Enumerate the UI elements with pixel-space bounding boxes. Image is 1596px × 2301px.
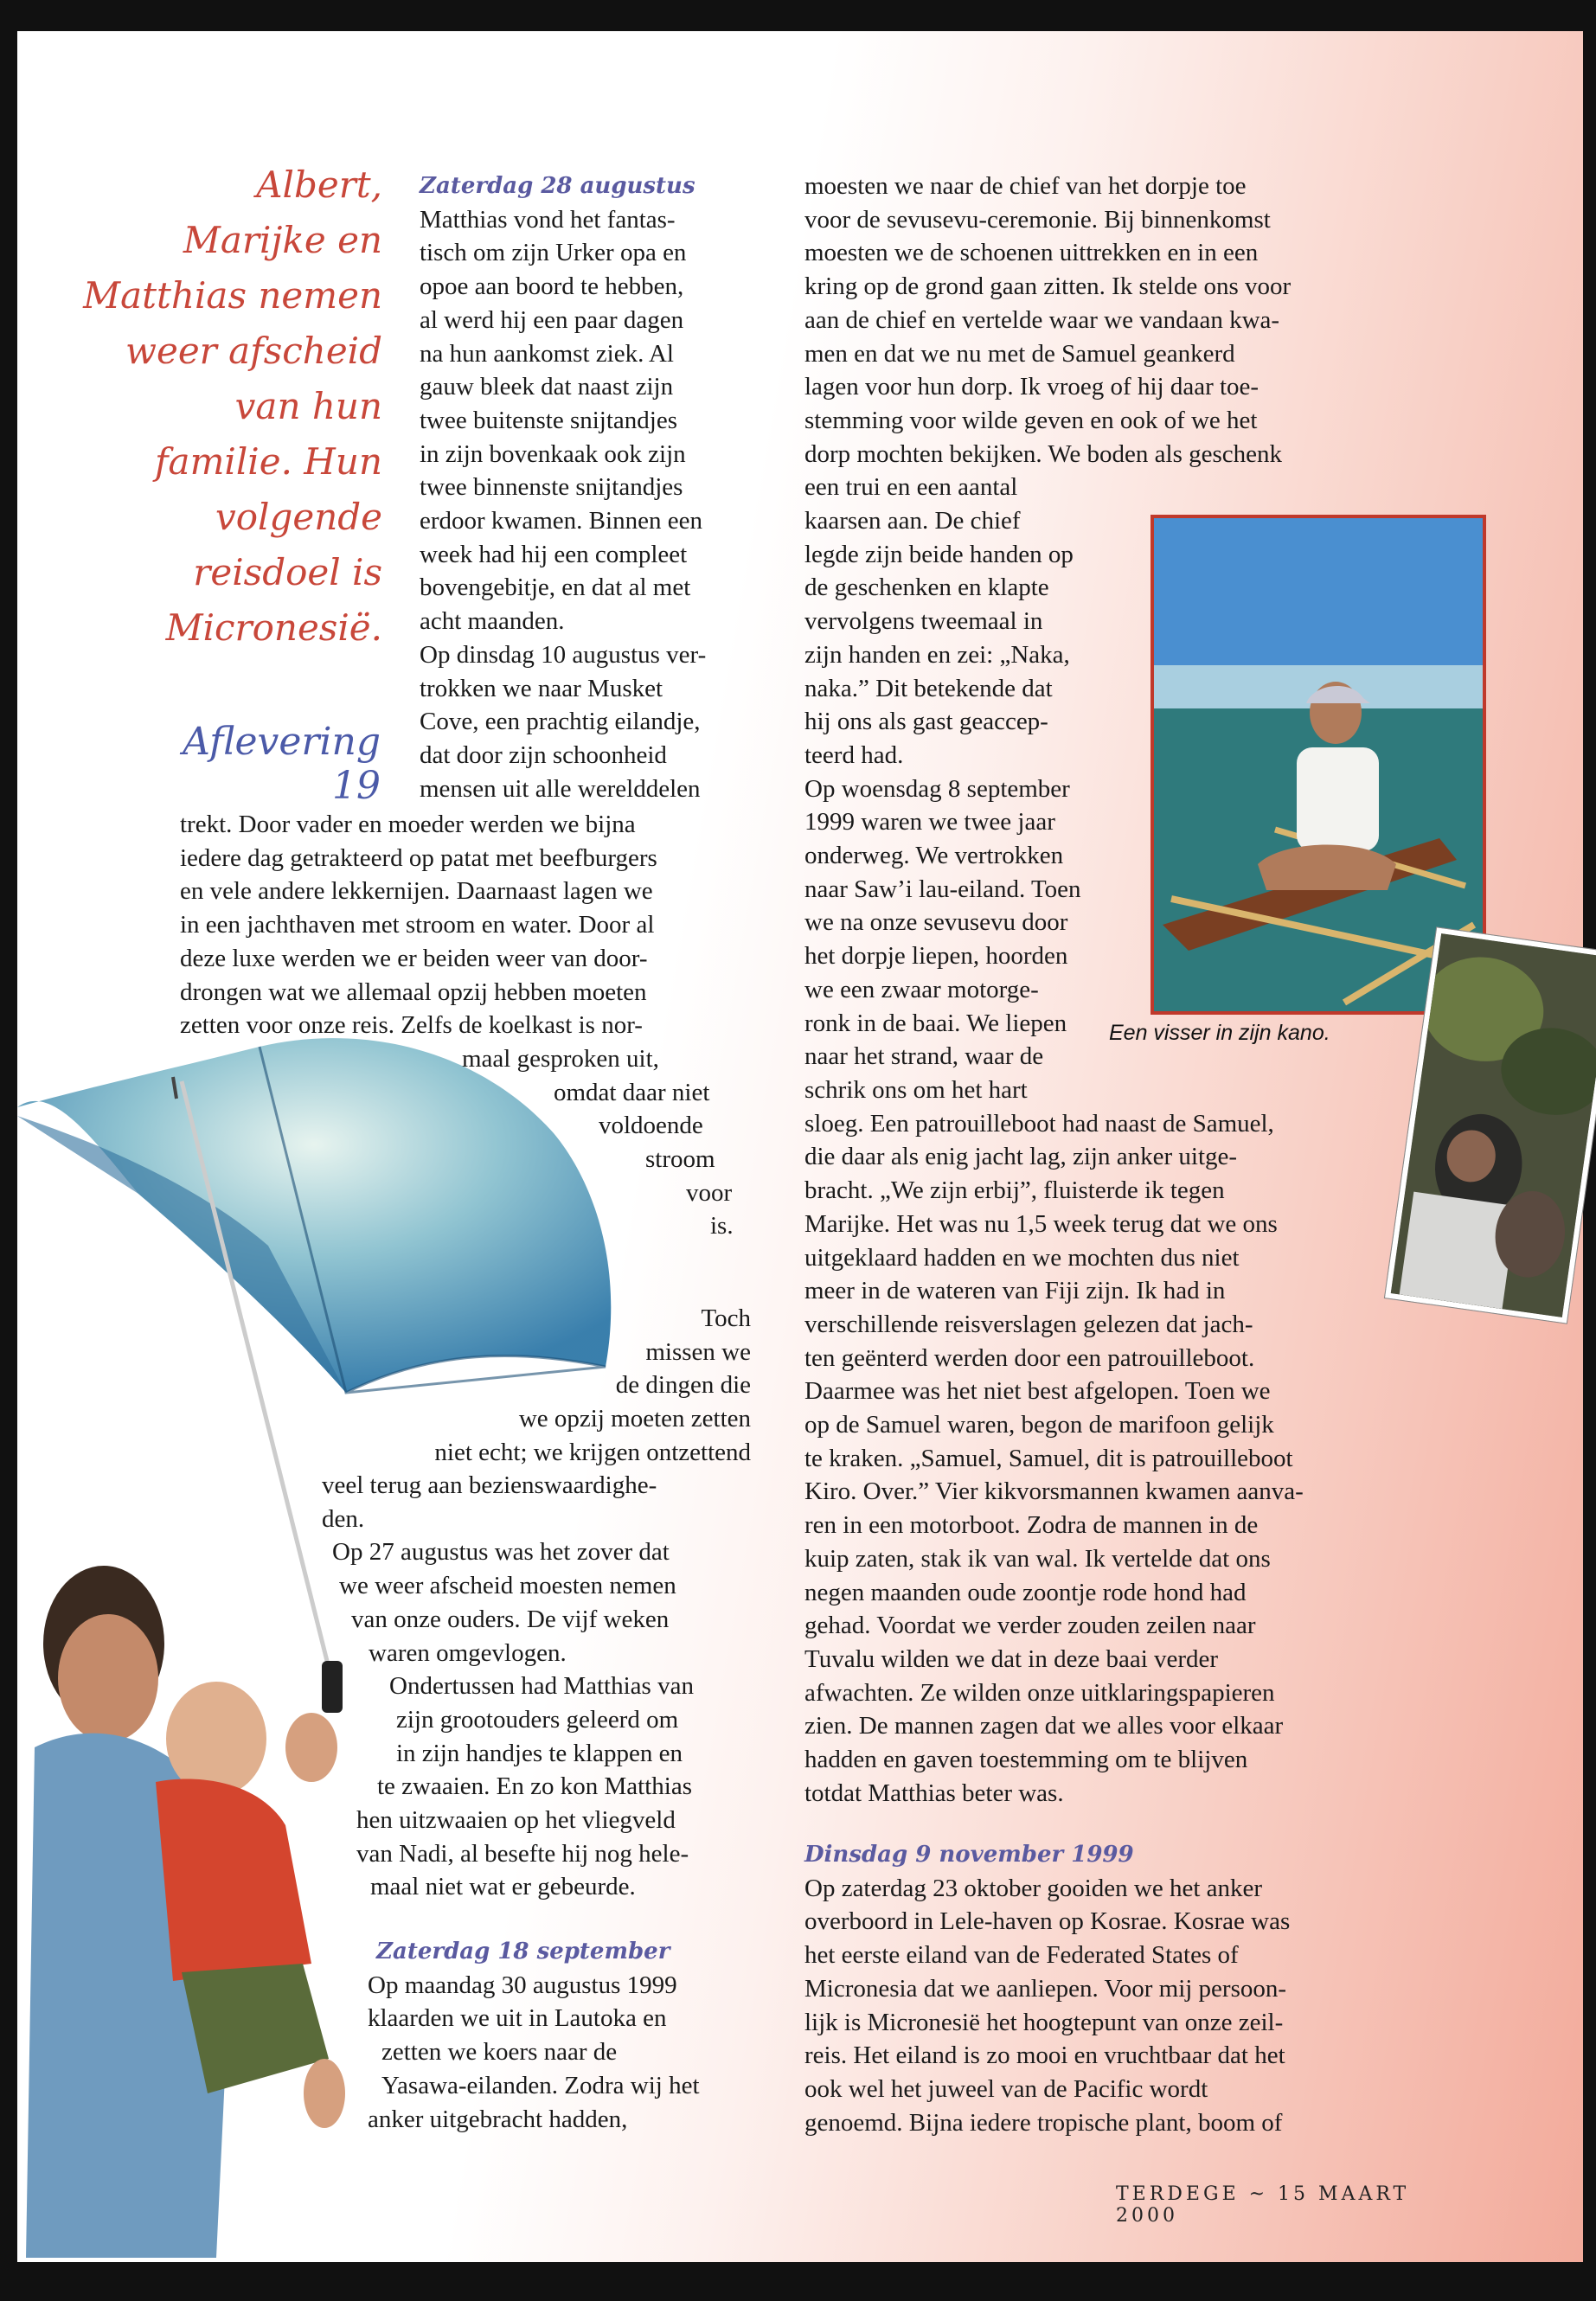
text-line: te kraken. „Samuel, Samuel, dit is patrouilleboot bbox=[804, 1444, 1293, 1472]
photo-caption: Een visser in zijn kano. bbox=[1109, 1021, 1330, 1045]
text-line: Op maandag 30 augustus 1999 bbox=[368, 1971, 677, 1999]
text-line: voor de sevusevu-ceremonie. Bij binnenkomst bbox=[804, 205, 1271, 234]
intro-line: weer afscheid bbox=[125, 330, 382, 372]
text-line: Marijke. Het was nu 1,5 week terug dat we ons bbox=[804, 1209, 1278, 1238]
text-line: Kiro. Over.” Vier kikvorsmannen kwamen aanva- bbox=[804, 1477, 1304, 1506]
section-heading: Zaterdag 18 september bbox=[376, 1939, 670, 1965]
intro-line: volgende bbox=[215, 496, 382, 538]
column1-top bbox=[420, 170, 761, 805]
text-line: schrik ons om het hart bbox=[804, 1075, 1028, 1104]
text-line: zijn grootouders geleerd om bbox=[396, 1705, 679, 1734]
text-line: we na onze sevusevu door bbox=[804, 908, 1068, 937]
intro-line: Matthias nemen bbox=[83, 274, 382, 317]
text-line: negen maanden oude zoontje rode hond had bbox=[804, 1578, 1247, 1606]
text-line: maal niet wat er gebeurde. bbox=[370, 1873, 636, 1901]
text-line: meer in de wateren van Fiji zijn. Ik had in bbox=[804, 1277, 1226, 1305]
text-line: veel terug aan bezienswaardighe- bbox=[322, 1471, 657, 1499]
column1-bottom bbox=[368, 1935, 774, 2136]
text-line: iedere dag getrakteerd op patat met beefburgers bbox=[180, 843, 657, 872]
text-line: hij ons als gast geaccep- bbox=[804, 708, 1048, 736]
text-line: naka.” Dit betekende dat bbox=[804, 674, 1053, 702]
page-footer: TERDEGE ~ 15 MAART 2000 bbox=[1116, 2183, 1410, 2227]
text-line: genoemd. Bijna iedere tropische plant, boom of bbox=[804, 2108, 1283, 2137]
text-line: gehad. Voordat we verder zouden zeilen naar bbox=[804, 1612, 1256, 1640]
intro-line: familie. Hun bbox=[155, 440, 382, 483]
text-line: trekt. Door vader en moeder werden we bijna bbox=[180, 811, 636, 838]
text-line: dorp mochten bekijken. We boden als geschenk bbox=[804, 439, 1283, 468]
text-line: den. bbox=[322, 1504, 365, 1533]
text-line: de geschenken en klapte bbox=[804, 574, 1049, 602]
text-line: Op 27 augustus was het zover dat bbox=[332, 1538, 670, 1567]
text-line: ronk in de baai. We liepen bbox=[804, 1009, 1067, 1037]
text-line: reis. Het eiland is zo mooi en vruchtbaar dat het bbox=[804, 2041, 1285, 2070]
text-line: deze luxe werden we er beiden weer van door- bbox=[180, 944, 648, 972]
text-line: Micronesia dat we aanliepen. Voor mij persoon- bbox=[804, 1974, 1287, 2003]
intro-line: van hun bbox=[234, 385, 382, 427]
column1-lower bbox=[301, 1302, 751, 1470]
section-heading: Zaterdag 28 augustus bbox=[420, 173, 695, 199]
text-line: twee binnenste snijtandjes bbox=[420, 473, 683, 502]
scan-border-top bbox=[0, 0, 1596, 31]
text-line: voldoende bbox=[599, 1112, 703, 1140]
scan-border-bottom bbox=[0, 2262, 1596, 2301]
text-line: drongen wat we allemaal opzij hebben moeten bbox=[180, 977, 647, 1006]
text-line: is. bbox=[710, 1212, 734, 1240]
scan-border-left bbox=[0, 0, 17, 2301]
text-line: kaarsen aan. De chief bbox=[804, 507, 1021, 535]
text-line: gauw bleek dat naast zijn bbox=[420, 373, 674, 401]
intro-line: reisdoel is bbox=[193, 551, 382, 593]
text-line: van onze ouders. De vijf weken bbox=[351, 1605, 670, 1633]
text-line: zetten voor onze reis. Zelfs de koelkast is nor- bbox=[180, 1011, 643, 1040]
column2-bottom bbox=[804, 1838, 1384, 2139]
text-line: op de Samuel waren, begon de marifoon gelijk bbox=[804, 1411, 1274, 1439]
text-line: het dorpje liepen, hoorden bbox=[804, 942, 1068, 971]
text-line: Toch bbox=[701, 1304, 751, 1332]
text-line: stroom bbox=[645, 1145, 715, 1174]
text-line: bracht. „We zijn erbij”, fluisterde ik tegen bbox=[804, 1176, 1225, 1205]
text-line: lagen voor hun dorp. Ik vroeg of hij daar toe- bbox=[804, 373, 1259, 401]
text-line: Ondertussen had Matthias van bbox=[389, 1672, 694, 1701]
text-line: Op dinsdag 10 augustus ver- bbox=[420, 640, 707, 669]
text-line: 1999 waren we twee jaar bbox=[804, 808, 1055, 836]
text-line: zijn handen en zei: „Naka, bbox=[804, 640, 1070, 669]
text-line: overboord in Lele-haven op Kosrae. Kosrae was bbox=[804, 1907, 1291, 1936]
text-line: verschillende reisverslagen gelezen dat jach- bbox=[804, 1310, 1253, 1338]
text-line: we een zwaar motorge- bbox=[804, 975, 1039, 1003]
text-line: te zwaaien. En zo kon Matthias bbox=[377, 1772, 692, 1801]
intro-line: Marijke en bbox=[183, 219, 382, 261]
text-line: vervolgens tweemaal in bbox=[804, 607, 1043, 636]
text-line: opoe aan boord te hebben, bbox=[420, 272, 684, 301]
text-line: ook wel het juweel van de Pacific wordt bbox=[804, 2074, 1208, 2103]
text-line: mensen uit alle werelddelen bbox=[420, 774, 701, 803]
column1-wide bbox=[180, 808, 768, 1243]
text-line: Cove, een prachtig eilandje, bbox=[420, 708, 701, 736]
text-line: bovengebitje, en dat al met bbox=[420, 574, 691, 602]
intro-line: Albert, bbox=[256, 163, 382, 206]
text-line: Daarmee was het niet best afgelopen. Toen we bbox=[804, 1377, 1271, 1406]
text-line: lijk is Micronesië het hoogtepunt van onze zeil- bbox=[804, 2008, 1284, 2036]
text-line: ten geënterd werden door een patrouilleboot. bbox=[804, 1343, 1255, 1372]
text-line: waren omgevlogen. bbox=[369, 1638, 567, 1667]
text-line: na hun aankomst ziek. Al bbox=[420, 339, 674, 368]
text-line: die daar als enig jacht lag, zijn anker uitge- bbox=[804, 1143, 1238, 1171]
intro-standfirst bbox=[78, 157, 382, 656]
text-line: twee buitenste snijtandjes bbox=[420, 406, 677, 434]
text-line: moesten we naar de chief van het dorpje toe bbox=[804, 172, 1247, 200]
text-line: hadden en gaven toestemming om te blijven bbox=[804, 1746, 1248, 1774]
text-line: naar Saw’i lau-eiland. Toen bbox=[804, 875, 1081, 903]
fisherman-canoe-image bbox=[1154, 518, 1483, 1011]
text-line: afwachten. Ze wilden onze uitklaringspapieren bbox=[804, 1678, 1275, 1707]
text-line: we opzij moeten zetten bbox=[518, 1405, 751, 1433]
text-line: al werd hij een paar dagen bbox=[420, 305, 684, 334]
text-line: van Nadi, al besefte hij nog hele- bbox=[356, 1839, 689, 1868]
text-line: niet echt; we krijgen ontzettend bbox=[434, 1438, 751, 1466]
text-line: onderweg. We vertrokken bbox=[804, 842, 1064, 870]
text-line: Tuvalu wilden we dat in deze baai verder bbox=[804, 1644, 1219, 1673]
text-line: in zijn bovenkaak ook zijn bbox=[420, 439, 686, 468]
text-line: en vele andere lekkernijen. Daarnaast lagen we bbox=[180, 877, 653, 906]
text-line: zien. De mannen zagen dat we alles voor elkaar bbox=[804, 1712, 1284, 1740]
text-line: het eerste eiland van de Federated States of bbox=[804, 1941, 1239, 1970]
text-line: we weer afscheid moesten nemen bbox=[339, 1572, 676, 1600]
text-line: zetten we koers naar de bbox=[381, 2038, 618, 2067]
text-line: acht maanden. bbox=[420, 607, 565, 636]
text-line: sloeg. Een patrouilleboot had naast de Samuel, bbox=[804, 1109, 1274, 1138]
text-line: de dingen die bbox=[615, 1371, 751, 1400]
text-line: dat door zijn schoonheid bbox=[420, 740, 667, 769]
text-line: erdoor kwamen. Binnen een bbox=[420, 507, 702, 535]
text-line: aan de chief en vertelde waar we vandaan kwa- bbox=[804, 305, 1280, 334]
text-line: naar het strand, waar de bbox=[804, 1042, 1044, 1071]
text-line: teerd had. bbox=[804, 740, 904, 769]
text-line: maal gesproken uit, bbox=[462, 1044, 659, 1073]
text-line: Op woensdag 8 september bbox=[804, 774, 1070, 803]
episode-label: Aflevering 19 bbox=[183, 720, 381, 808]
column1-lower-left bbox=[322, 1469, 772, 1904]
text-line: hen uitzwaaien op het vliegveld bbox=[356, 1806, 676, 1835]
text-line: kuip zaten, stak ik van wal. Ik vertelde dat ons bbox=[804, 1544, 1271, 1573]
text-line: voor bbox=[686, 1178, 733, 1207]
text-line: kring op de grond gaan zitten. Ik stelde ons voor bbox=[804, 272, 1292, 301]
text-line: totdat Matthias beter was. bbox=[804, 1779, 1064, 1807]
text-line: anker uitgebracht hadden, bbox=[368, 2105, 628, 2133]
text-line: klaarden we uit in Lautoka en bbox=[368, 2004, 667, 2033]
text-line: een trui en een aantal bbox=[804, 473, 1018, 502]
text-line: omdat daar niet bbox=[554, 1078, 710, 1106]
text-line: trokken we naar Musket bbox=[420, 674, 663, 702]
text-line: tisch om zijn Urker opa en bbox=[420, 239, 687, 267]
text-line: moesten we de schoenen uittrekken en in een bbox=[804, 239, 1259, 267]
text-line: Op zaterdag 23 oktober gooiden we het anker bbox=[804, 1874, 1263, 1902]
section-heading: Dinsdag 9 november 1999 bbox=[804, 1842, 1134, 1868]
text-line: Yasawa-eilanden. Zodra wij het bbox=[381, 2071, 700, 2099]
text-line: uitgeklaard hadden en we mochten dus niet bbox=[804, 1243, 1240, 1272]
intro-line: Micronesië. bbox=[165, 606, 382, 649]
text-line: in zijn handjes te klappen en bbox=[396, 1739, 683, 1767]
text-line: men en dat we nu met de Samuel geankerd bbox=[804, 339, 1235, 368]
text-line: ren in een motorboot. Zodra de mannen in de bbox=[804, 1511, 1259, 1540]
text-line: stemming voor wilde geven en ook of we het bbox=[804, 406, 1258, 434]
text-line: legde zijn beide handen op bbox=[804, 540, 1074, 568]
text-line: missen we bbox=[645, 1337, 751, 1366]
text-line: in een jachthaven met stroom en water. Door al bbox=[180, 911, 655, 939]
text-line: Matthias vond het fantas- bbox=[420, 205, 676, 234]
text-line: week had hij een compleet bbox=[420, 540, 688, 568]
